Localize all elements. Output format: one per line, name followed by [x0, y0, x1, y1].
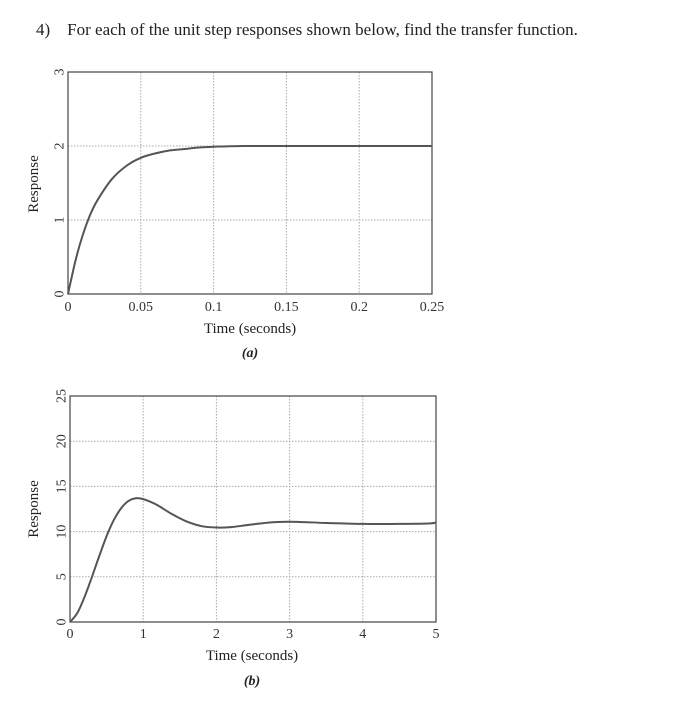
chart-b-x-ticks: [67, 627, 440, 642]
chart-b-y-tick-label: 0: [54, 618, 70, 626]
chart-b: [26, 389, 440, 689]
chart-a-x-ticks: [65, 300, 445, 315]
chart-a-x-tick-label: 0.1: [204, 300, 223, 315]
chart-a-caption: (a): [241, 346, 259, 361]
chart-b-y-tick-label: 25: [54, 389, 70, 403]
chart-b-grid: [70, 396, 436, 622]
chart-b-x-tick-label: 4: [359, 627, 367, 642]
chart-a-x-tick-label: 0.15: [274, 300, 299, 315]
chart-b-y-tick-label: 15: [54, 479, 70, 494]
chart-a-y-tick-label: 2: [52, 142, 68, 150]
chart-a-x-axis-label: Time (seconds): [203, 321, 297, 337]
chart-b-x-tick-label: 1: [139, 627, 147, 642]
chart-b-x-axis-label: Time (seconds): [205, 648, 299, 664]
chart-a-x-tick-label: 0.25: [419, 300, 445, 315]
chart-a-y-tick-label: 1: [52, 216, 68, 224]
chart-a-grid: [68, 72, 432, 294]
chart-b-x-tick-label: 5: [432, 627, 440, 642]
question-number: 4): [36, 20, 51, 39]
chart-b-y-axis-label: Response: [26, 480, 42, 538]
chart-b-caption: (b): [243, 674, 261, 689]
chart-a-x-tick-label: 0: [64, 300, 72, 315]
question-text: For each of the unit step responses shown below, find the transfer function.: [67, 20, 578, 39]
chart-b-series-line: [70, 498, 436, 622]
chart-a-x-tick-label: 0.05: [128, 300, 154, 315]
chart-b-y-ticks: [55, 389, 70, 626]
chart-a-y-ticks: [53, 69, 68, 298]
chart-a: [26, 69, 444, 362]
chart-a-y-tick-label: 3: [52, 68, 68, 76]
chart-b-plot-frame: [70, 396, 436, 622]
chart-b-y-tick-label: 10: [54, 524, 70, 539]
chart-b-y-tick-label: 5: [54, 573, 70, 581]
chart-b-x-tick-label: 3: [286, 627, 294, 642]
chart-a-y-axis-label: Response: [26, 155, 42, 213]
chart-b-x-tick-label: 2: [212, 627, 220, 642]
chart-b-x-tick-label: 0: [66, 627, 74, 642]
chart-a-plot-frame: [68, 72, 432, 294]
chart-b-y-tick-label: 20: [54, 434, 70, 449]
chart-a-y-tick-label: 0: [52, 290, 68, 298]
chart-a-x-tick-label: 0.2: [350, 300, 368, 315]
